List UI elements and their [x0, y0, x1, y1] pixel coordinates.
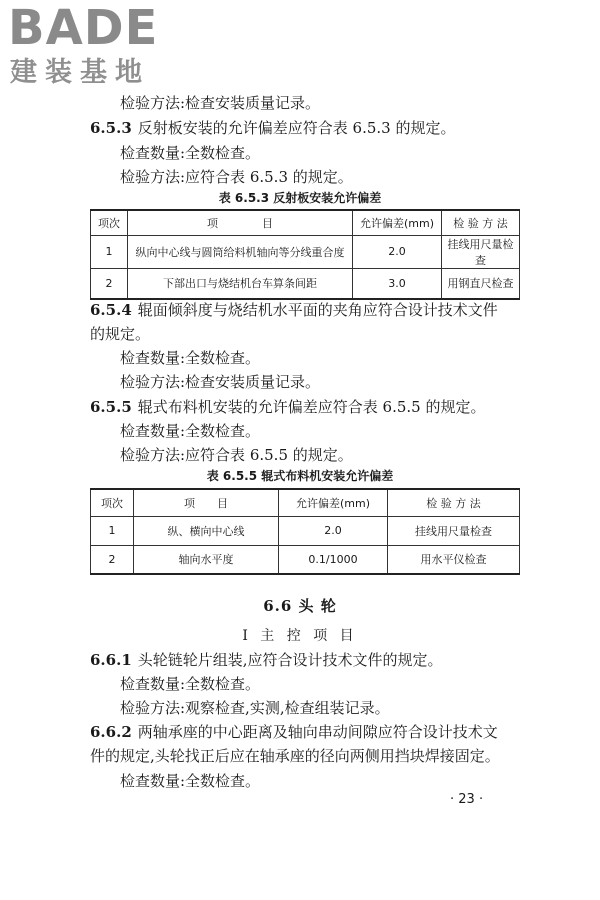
clause-number: 6.6.2 [90, 723, 132, 741]
header-cell: 项 目 [134, 489, 279, 516]
table-cell: 用钢直尺检查 [442, 268, 520, 299]
section-subtitle: Ⅰ 主 控 项 目 [242, 628, 358, 644]
clause-6-5-4 [90, 299, 498, 321]
clause-number: 6.5.5 [90, 398, 132, 416]
text-line: 件的规定,头轮找正后应在轴承座的径向两侧用挡块焊接固定。 [90, 747, 500, 765]
table-cell: 0.1/1000 [279, 545, 388, 574]
clause-text: 反射板安装的允许偏差应符合表 6.5.3 的规定。 [137, 119, 456, 137]
text-line: 检验方法:检查安装质量记录。 [120, 373, 321, 391]
header-cell: 检 验 方 法 [442, 210, 520, 235]
table-caption: 表 6.5.5 辊式布料机安装允许偏差 [206, 469, 394, 483]
clause-6-5-5 [90, 396, 485, 418]
text-line: 检验方法:应符合表 6.5.3 的规定。 [120, 168, 353, 186]
clause-text: 辊面倾斜度与烧结机水平面的夹角应符合设计技术文件 [137, 301, 498, 319]
text-line: 检查数量:全数检查。 [120, 144, 261, 162]
table-6-5-3 [90, 209, 520, 300]
text-line: 检验方法:观察检查,实测,检查组装记录。 [120, 699, 390, 717]
table-cell: 1 [91, 516, 134, 545]
clause-text: 辊式布料机安装的允许偏差应符合表 6.5.5 的规定。 [137, 398, 486, 416]
table-cell: 轴向水平度 [134, 545, 279, 574]
table-header-row [91, 210, 520, 235]
clause-text: 头轮链轮片组装,应符合设计技术文件的规定。 [137, 651, 443, 669]
clause-number: 6.6.1 [90, 651, 132, 669]
table-cell: 3.0 [353, 268, 442, 299]
table-row [91, 235, 520, 268]
text-line: 检验方法:检查安装质量记录。 [120, 94, 321, 112]
header-cell: 项次 [91, 489, 134, 516]
table-cell: 纵向中心线与圆筒给料机轴向等分线重合度 [128, 235, 353, 268]
text-line: 检查数量:全数检查。 [120, 422, 261, 440]
table-cell: 用水平仪检查 [388, 545, 520, 574]
clause-6-6-2 [90, 721, 498, 743]
table-header-row [91, 489, 520, 516]
table-cell: 2.0 [353, 235, 442, 268]
header-cell: 允许偏差(mm) [353, 210, 442, 235]
table-row [91, 545, 520, 574]
text-line: 检查数量:全数检查。 [120, 772, 261, 790]
text-line: 检查数量:全数检查。 [120, 675, 261, 693]
table-cell: 2.0 [279, 516, 388, 545]
table-cell: 纵、横向中心线 [134, 516, 279, 545]
text-line: 检查数量:全数检查。 [120, 349, 261, 367]
table-cell: 2 [91, 268, 128, 299]
clause-text: 两轴承座的中心距离及轴向串动间隙应符合设计技术文 [137, 723, 498, 741]
logo-word: BADE [8, 0, 159, 56]
table-cell: 挂线用尺量检查 [442, 235, 520, 268]
table-caption: 表 6.5.3 反射板安装允许偏差 [218, 191, 382, 205]
clause-6-6-1 [90, 649, 443, 671]
clause-number: 6.5.4 [90, 301, 132, 319]
bade-logo [8, 2, 178, 94]
table-cell: 1 [91, 235, 128, 268]
table-cell: 下部出口与烧结机台车算条间距 [128, 268, 353, 299]
table-cell: 挂线用尺量检查 [388, 516, 520, 545]
page-number: · 23 · [450, 792, 484, 807]
clause-number: 6.5.3 [90, 119, 132, 137]
section-title: 6.6 头 轮 [263, 597, 337, 615]
header-cell: 允许偏差(mm) [279, 489, 388, 516]
header-cell: 检 验 方 法 [388, 489, 520, 516]
text-line: 检验方法:应符合表 6.5.5 的规定。 [120, 446, 353, 464]
table-row [91, 516, 520, 545]
table-cell: 2 [91, 545, 134, 574]
header-cell: 项 目 [128, 210, 353, 235]
clause-6-5-3 [90, 117, 455, 139]
logo-subtitle: 建装基地 [10, 57, 150, 88]
header-cell: 项次 [91, 210, 128, 235]
text-line: 的规定。 [90, 325, 151, 343]
table-6-5-5 [90, 488, 520, 575]
table-row [91, 268, 520, 299]
